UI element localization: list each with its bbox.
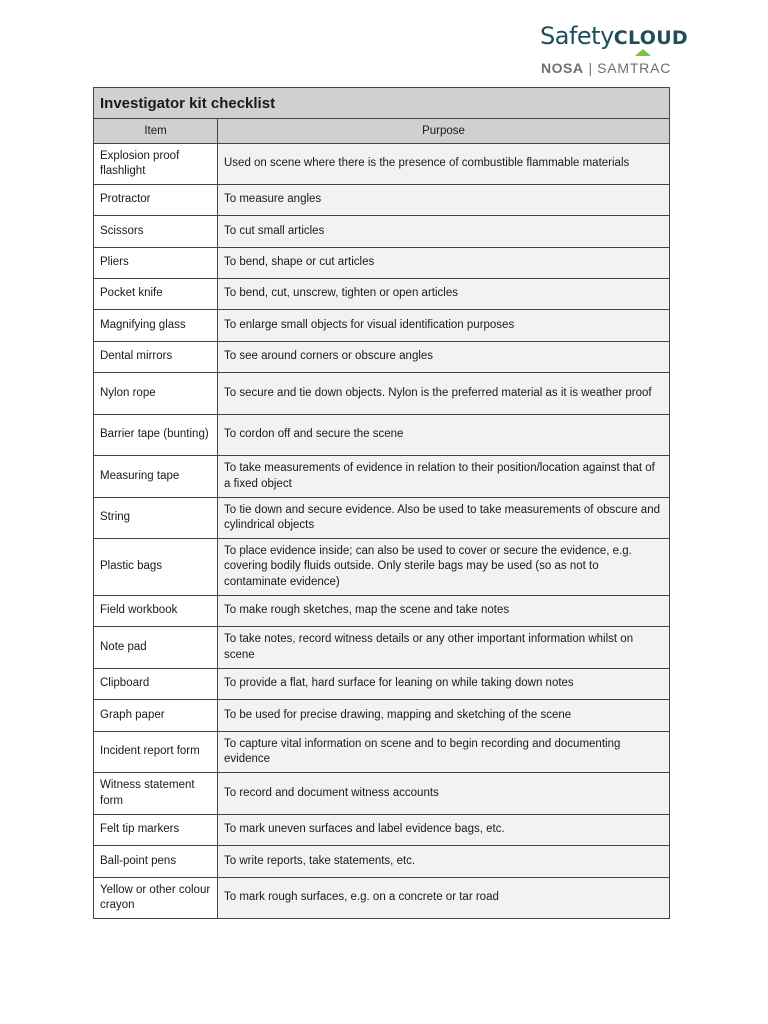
table-header-row xyxy=(94,119,670,144)
purpose-cell: To secure and tie down objects. Nylon is the preferred material as it is weather proof xyxy=(218,373,670,415)
table-row xyxy=(94,310,670,342)
item-cell: Note pad xyxy=(94,627,218,669)
purpose-cell: To capture vital information on scene and to begin recording and documenting evidence xyxy=(218,732,670,773)
logo-safety-text: Safety xyxy=(540,22,614,50)
item-cell: Explosion proof flashlight xyxy=(94,144,218,185)
purpose-cell: To bend, shape or cut articles xyxy=(218,248,670,279)
item-cell: Pliers xyxy=(94,248,218,279)
table-row xyxy=(94,248,670,279)
item-cell: Nylon rope xyxy=(94,373,218,415)
purpose-cell: To cordon off and secure the scene xyxy=(218,415,670,456)
table-row xyxy=(94,596,670,627)
logo-separator: | xyxy=(588,60,593,76)
purpose-cell: To place evidence inside; can also be used to cover or secure the evidence, e.g. covering bodily fluids outside. Only sterile bags may be used (so as not to contaminate evidence) xyxy=(218,539,670,596)
table-row xyxy=(94,456,670,498)
purpose-cell: To enlarge small objects for visual identification purposes xyxy=(218,310,670,342)
table-body xyxy=(94,144,670,919)
table-row xyxy=(94,732,670,773)
table-row xyxy=(94,279,670,310)
logo-cloud-text: CLOUD xyxy=(613,27,689,49)
purpose-cell: To tie down and secure evidence. Also be used to take measurements of obscure and cylindrical objects xyxy=(218,498,670,539)
item-cell: Felt tip markers xyxy=(94,815,218,846)
table-row xyxy=(94,498,670,539)
table-row xyxy=(94,815,670,846)
item-cell: Graph paper xyxy=(94,700,218,732)
purpose-cell: To make rough sketches, map the scene and take notes xyxy=(218,596,670,627)
purpose-cell: To measure angles xyxy=(218,185,670,216)
logo-nosa-text: NOSA xyxy=(541,60,584,76)
purpose-cell: To provide a flat, hard surface for leaning on while taking down notes xyxy=(218,669,670,700)
purpose-cell: To mark rough surfaces, e.g. on a concrete or tar road xyxy=(218,878,670,919)
item-cell: Dental mirrors xyxy=(94,342,218,373)
table-row xyxy=(94,185,670,216)
table-row xyxy=(94,373,670,415)
table-row xyxy=(94,669,670,700)
item-cell: Magnifying glass xyxy=(94,310,218,342)
item-cell: Barrier tape (bunting) xyxy=(94,415,218,456)
item-cell: Pocket knife xyxy=(94,279,218,310)
item-cell: Measuring tape xyxy=(94,456,218,498)
table-row xyxy=(94,144,670,185)
item-cell: Yellow or other colour crayon xyxy=(94,878,218,919)
table-row xyxy=(94,415,670,456)
purpose-cell: To write reports, take statements, etc. xyxy=(218,846,670,878)
item-cell: Field workbook xyxy=(94,596,218,627)
purpose-cell: To take notes, record witness details or any other important information whilst on scene xyxy=(218,627,670,669)
table-title-row xyxy=(94,88,670,119)
item-cell: Incident report form xyxy=(94,732,218,773)
table-row xyxy=(94,700,670,732)
checklist-table xyxy=(93,87,670,919)
purpose-cell: To mark uneven surfaces and label evidence bags, etc. xyxy=(218,815,670,846)
purpose-cell: To be used for precise drawing, mapping and sketching of the scene xyxy=(218,700,670,732)
purpose-cell: To bend, cut, unscrew, tighten or open articles xyxy=(218,279,670,310)
table-row xyxy=(94,878,670,919)
cloud-triangle-icon xyxy=(635,49,651,56)
item-cell: Clipboard xyxy=(94,669,218,700)
table-row xyxy=(94,773,670,815)
item-cell: Witness statement form xyxy=(94,773,218,815)
item-cell: Plastic bags xyxy=(94,539,218,596)
logo-wordmark xyxy=(540,22,688,50)
item-cell: Scissors xyxy=(94,216,218,248)
safetycloud-logo xyxy=(540,22,689,82)
item-cell: String xyxy=(94,498,218,539)
table-title: Investigator kit checklist xyxy=(94,88,670,119)
table-row xyxy=(94,216,670,248)
purpose-cell: To record and document witness accounts xyxy=(218,773,670,815)
column-header-purpose: Purpose xyxy=(218,119,670,144)
purpose-cell: To take measurements of evidence in relation to their position/location against that of a fixed object xyxy=(218,456,670,498)
item-cell: Ball-point pens xyxy=(94,846,218,878)
purpose-cell: To see around corners or obscure angles xyxy=(218,342,670,373)
table-row xyxy=(94,627,670,669)
logo-samtrac-text: SAMTRAC xyxy=(597,60,672,76)
table-row xyxy=(94,342,670,373)
table-row xyxy=(94,539,670,596)
item-cell: Protractor xyxy=(94,185,218,216)
logo-tagline xyxy=(541,60,671,76)
purpose-cell: To cut small articles xyxy=(218,216,670,248)
table-row xyxy=(94,846,670,878)
purpose-cell: Used on scene where there is the presence of combustible flammable materials xyxy=(218,144,670,185)
column-header-item: Item xyxy=(94,119,218,144)
